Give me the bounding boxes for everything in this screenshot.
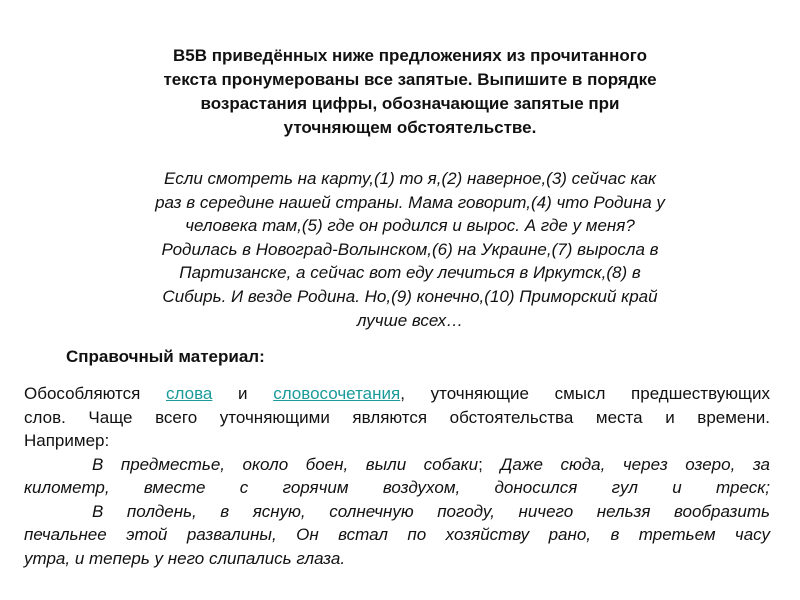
example-1-line-1: [24, 453, 770, 477]
task-line: B5В приведённых ниже предложениях из прочитанного: [173, 46, 647, 65]
example-text: В предместье, около боен, выли собаки: [92, 454, 479, 474]
passage-line: Сибирь. И везде Родина. Но,(9) конечно,(10) Приморский край: [162, 286, 658, 306]
passage-line: человека там,(5) где он родился и вырос. А где у меня?: [185, 216, 635, 236]
task-line: возрастания цифры, обозначающие запятые при: [200, 94, 620, 113]
intro-text: Обособляются: [24, 384, 166, 403]
reference-material: [24, 382, 770, 570]
reference-title: Справочный материал:: [66, 347, 265, 366]
intro-text: , уточняющие смысл предшествующих: [400, 384, 770, 403]
passage-line: Если смотреть на карту,(1) то я,(2) наверное,(3) сейчас как: [163, 169, 657, 188]
task-instruction: [110, 44, 710, 140]
passage-line: Родилась в Новоград-Волынском,(6) на Украине,(7) выросла в: [161, 239, 659, 259]
passage-line: Партизанске, а сейчас вот еду лечиться в Иркутск,(8) в: [179, 263, 641, 283]
example-2-line-2: печальнее этой развалины, Он встал по хозяйству рано, в третьем часу: [24, 525, 770, 544]
example-1-line-2: километр, вместе с горячим воздухом, доносился гул и треск;: [24, 478, 770, 497]
intro-text: и: [212, 384, 274, 403]
reading-passage: [110, 167, 710, 332]
reference-intro-line-3: Например:: [24, 431, 110, 450]
example-2-line-3: утра, и теперь у него слипались глаза.: [24, 548, 346, 568]
word-combinations-link[interactable]: словосочетания: [273, 384, 401, 403]
example-2-line-1: В полдень, в ясную, солнечную погоду, ничего нельзя вообразить: [92, 501, 770, 521]
task-line: уточняющем обстоятельстве.: [283, 118, 537, 137]
reference-intro-line-1: [24, 382, 770, 406]
task-line: текста пронумерованы все запятые. Выпишите в порядке: [163, 70, 657, 89]
passage-line: раз в середине нашей страны. Мама говорит,(4) что Родина у: [155, 192, 665, 212]
words-link[interactable]: слова: [166, 384, 213, 403]
reference-intro-line-2: слов. Чаще всего уточняющими являются обстоятельства места и времени.: [24, 407, 770, 427]
passage-line: лучше всех…: [356, 310, 464, 330]
example-punct: ;: [478, 454, 483, 474]
example-text: Даже сюда, через озеро, за: [482, 454, 771, 474]
